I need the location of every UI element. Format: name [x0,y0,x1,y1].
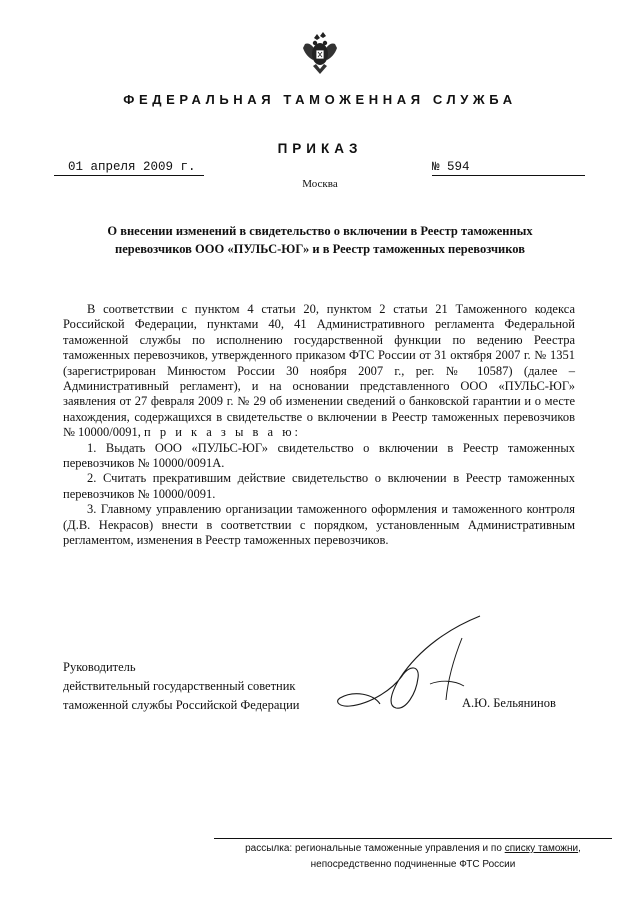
distribution-suffix: , [578,843,581,854]
preamble-paragraph [63,302,575,441]
order-item-3: 3. Главному управлению организации таможенного оформления и таможенного контроля (Д.В. Некрасов) внести в соответствии с порядком, установленным Административным регламентом, изменения в Реестр таможенных перевозчиков. [63,502,575,548]
order-date: 01 апреля 2009 г. [54,159,204,176]
distribution-line-2: непосредственно подчиненные ФТС России [310,859,516,870]
signatory-name: А.Ю. Бельянинов [462,696,556,710]
subject-line-1: О внесении изменений в свидетельство о включении в Реестр таможенных [107,224,533,238]
order-subject [60,222,580,258]
signatory-line-2: действительный государственный советник [63,679,296,693]
customs-list-link[interactable]: списку таможни [504,843,579,854]
signatory-line-3: таможенной службы Российской Федерации [63,698,300,712]
order-number: № 594 [432,159,585,176]
distribution-list [214,838,612,873]
order-word: п р и к а з ы в а ю: [144,425,302,440]
order-item-2: 2. Считать прекратившим действие свидетельство о включении в Реестр таможенных перевозчиков № 10000/0091. [63,471,575,501]
signatory-title [63,658,363,715]
order-body [63,302,575,549]
document-type: ПРИКАЗ [277,141,363,156]
agency-name: ФЕДЕРАЛЬНАЯ ТАМОЖЕННАЯ СЛУЖБА [123,92,517,107]
coat-of-arms-emblem [301,30,339,80]
signatory-line-1: Руководитель [63,660,136,674]
distribution-line-1 [214,841,612,857]
preamble-text: В соответствии с пунктом 4 статьи 20, пунктом 2 статьи 21 Таможенного кодекса Российской Федерации, пунктами 40, 41 Административного регламента Федеральной таможенной службы по исполнению государственной функции по ведению Реестра таможенных перевозчиков, утвержденного приказом ФТС России от 31 октября 2007 г. № 1351 (зарегистрирован Минюстом России 30 ноября 2007 г., рег. № 10587) (далее – Административный регламент), и на основании представленного ООО «ПУЛЬС-ЮГ» заявления от 27 февраля 2009 г. № 29 об изменении сведений о банковской гарантии и о месте нахождения, содержащихся в свидетельстве о включении в Реестр таможенных перевозчиков № 10000/0091, [63,302,575,440]
issue-city: Москва [302,178,338,190]
distribution-prefix: рассылка: региональные таможенные управления и по [245,843,502,854]
order-item-1: 1. Выдать ООО «ПУЛЬС-ЮГ» свидетельство о включении в Реестр таможенных перевозчиков № 10000/0091А. [63,440,575,471]
subject-line-2: перевозчиков ООО «ПУЛЬС-ЮГ» и в Реестр таможенных перевозчиков [115,242,525,256]
